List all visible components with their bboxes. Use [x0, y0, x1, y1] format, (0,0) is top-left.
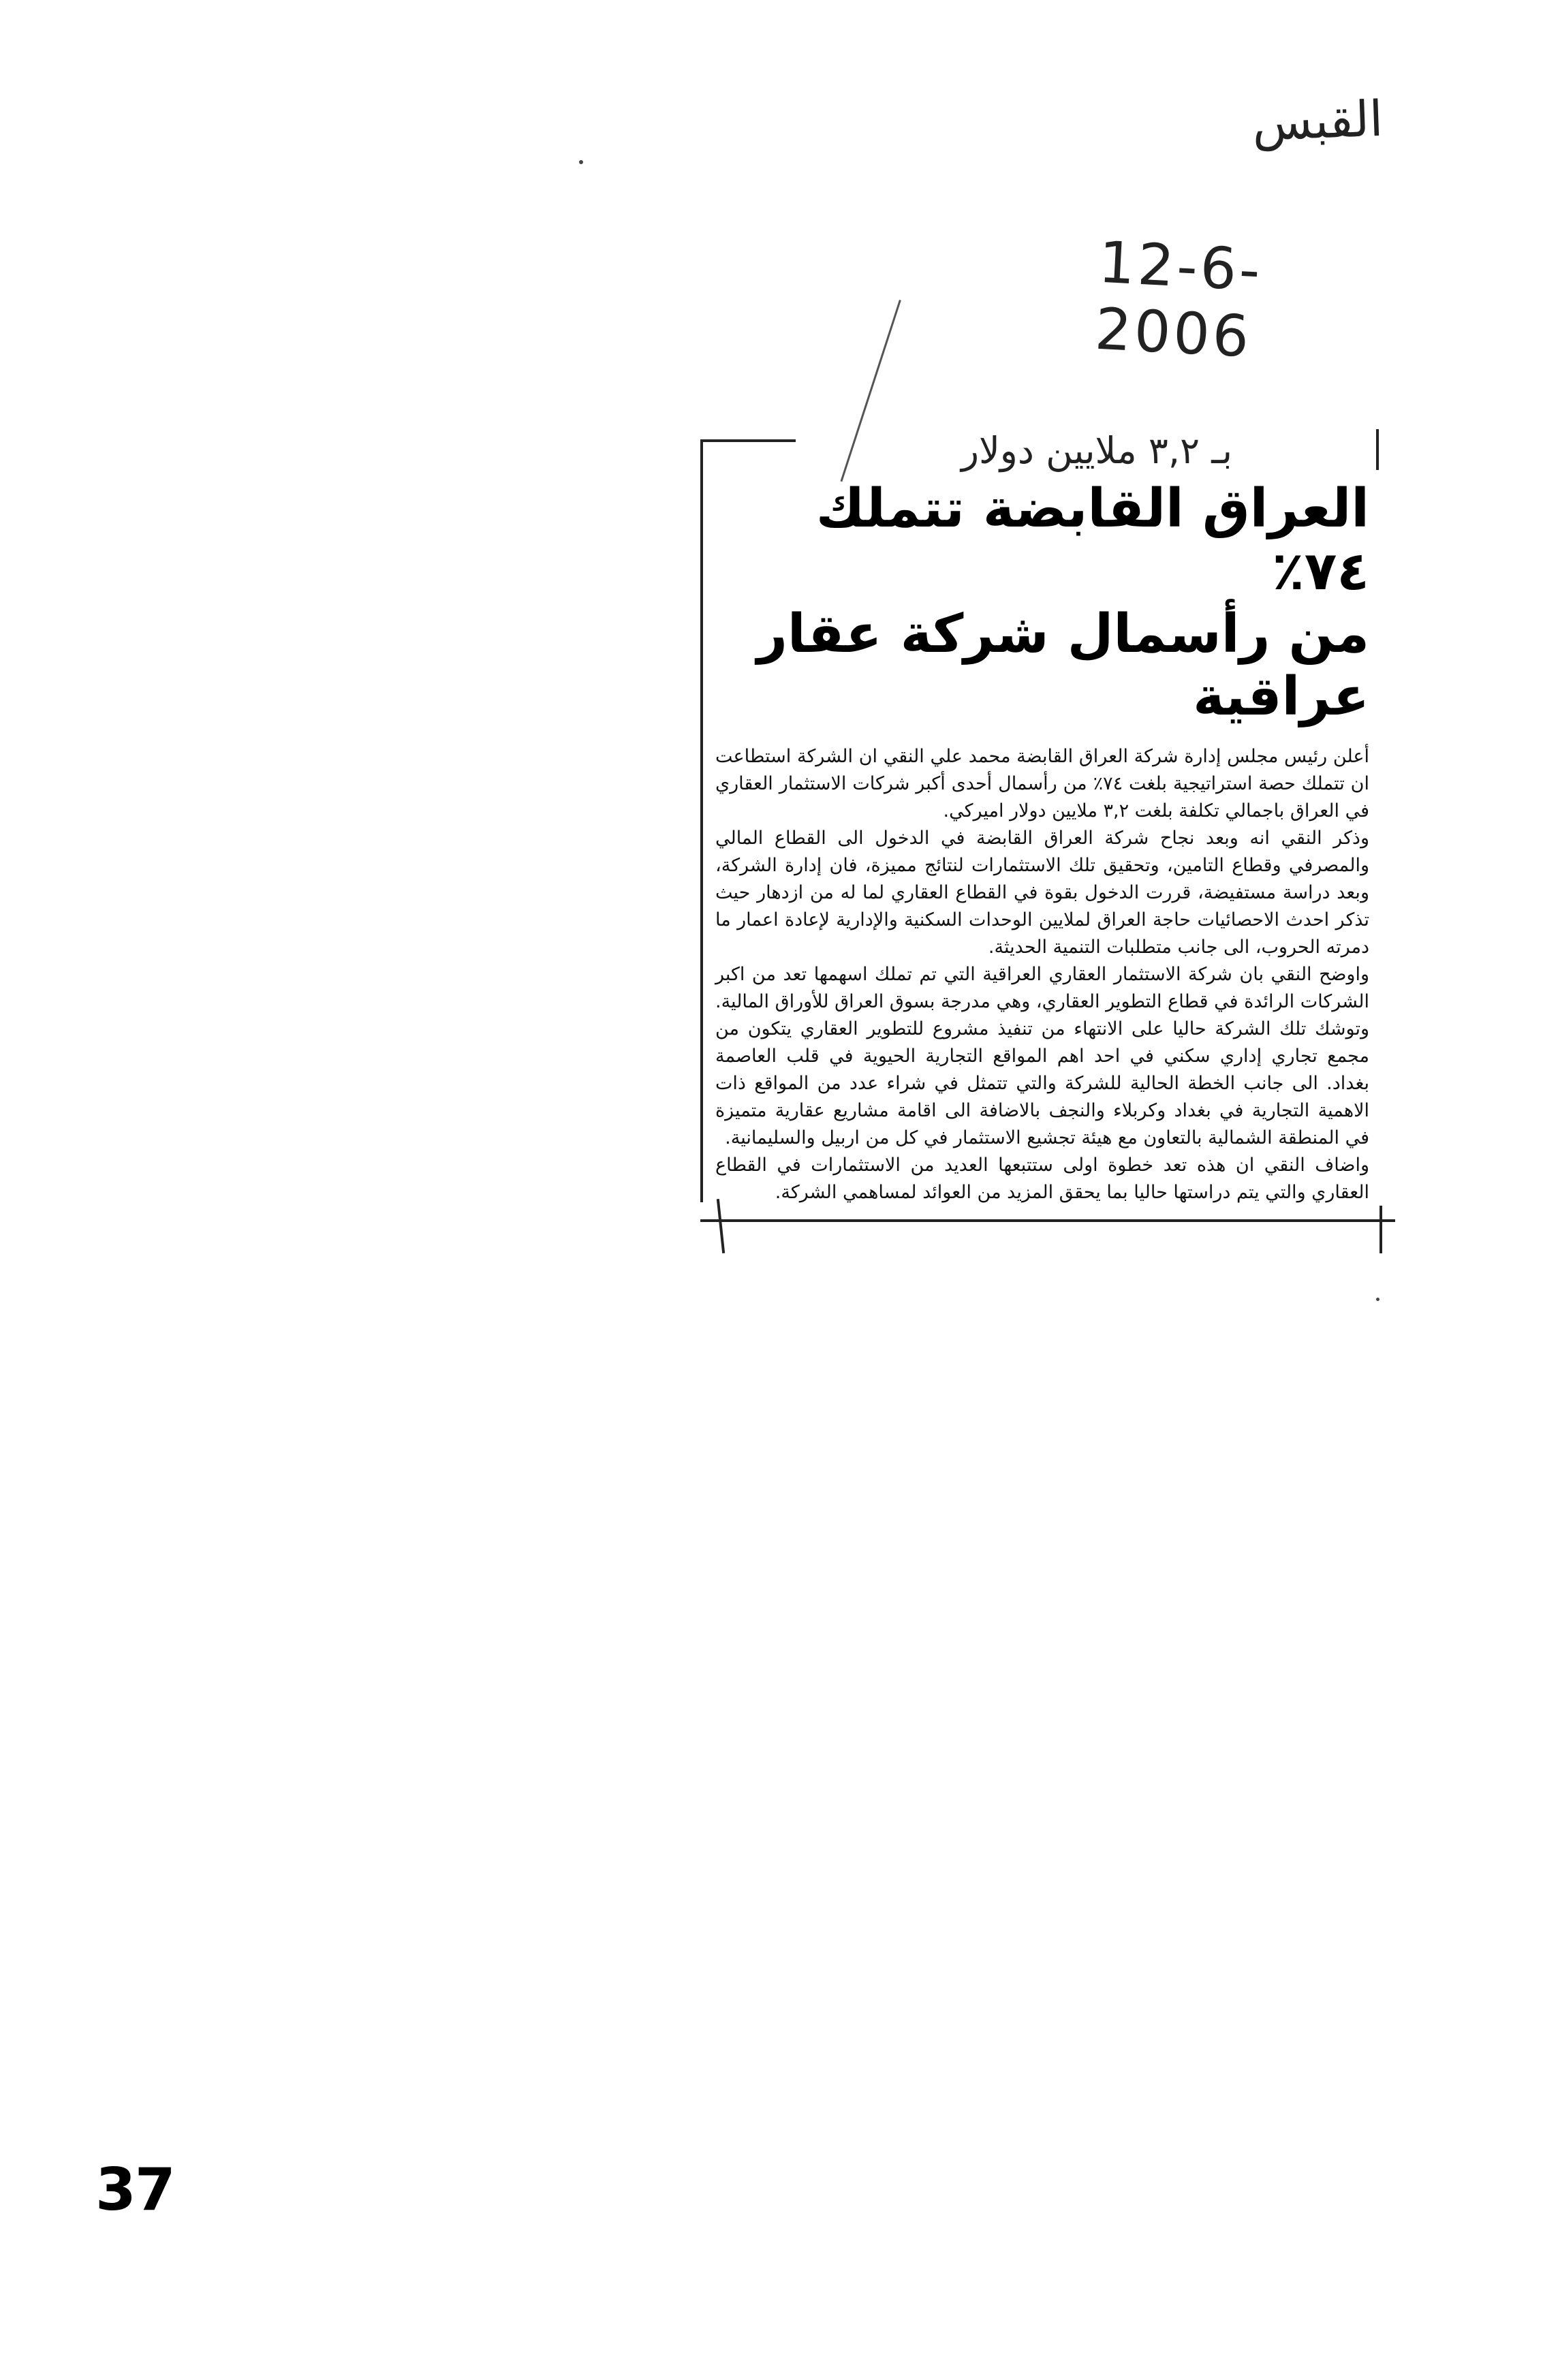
article-headline: [715, 477, 1369, 728]
headline-line-2: من رأسمال شركة عقار عراقية: [756, 604, 1369, 727]
newspaper-clipping: [695, 402, 1403, 1253]
clipping-mark-left-bottom: [717, 1199, 725, 1253]
article-paragraph: وذكر النقي انه وبعد نجاح شركة العراق القابضة في الدخول الى القطاع المالي والمصرفي وقطاع التامين، وتحقيق تلك الاستثمارات لنتائج مميزة، فان إدارة الشركة، وبعد دراسة مستفيضة، قررت الدخول بقوة في القطاع العقاري لما له من ازدهار حيث تذكر احدث الاحصائيات حاجة العراق لملايين الوحدات السكنية والإدارية لإعادة اعمار ما دمرته الحروب، الى جانب متطلبات التنمية الحديثة.: [715, 828, 1369, 958]
article-paragraph: واوضح النقي بان شركة الاستثمار العقاري العراقية التي تم تملك اسهمها تعد من اكبر الشركات الرائدة في قطاع التطوير العقاري، وهي مدرجة بسوق العراق للأوراق المالية. وتوشك تلك الشركة حاليا على الانتهاء من تنفيذ مشروع للتطوير العقاري يتكون من مجمع تجاري إداري سكني في احد اهم المواقع التجارية الحيوية في قلب العاصمة بغداد. الى جانب الخطة الحالية للشركة والتي تتمثل في شراء عدد من المواقع ذات الاهمية التجارية في بغداد وكربلاء والنجف بالاضافة الى اقامة مشاريع عقارية متميزة في المنطقة الشمالية بالتعاون مع هيئة تجشيع الاستثمار في كل من اربيل والسليمانية.: [715, 964, 1369, 1148]
scan-speck: [1376, 1298, 1380, 1301]
article-paragraph: أعلن رئيس مجلس إدارة شركة العراق القابضة محمد علي النقي ان الشركة استطاعت ان تتملك حصة استراتيجية بلغت ٧٤٪ من رأسمال أحدى أكبر شركات الاستثمار العقاري في العراق باجمالي تكلفة بلغت ٣,٢ ملايين دولار اميركي.: [715, 746, 1369, 821]
handwritten-date-note: 12-6-2006: [1093, 228, 1264, 371]
article-kicker: بـ ٣,٢ ملايين دولار: [961, 429, 1233, 472]
article-body: [715, 743, 1369, 1206]
article: [715, 429, 1369, 1206]
headline-line-1: العراق القابضة تتملك ٧٤٪: [815, 478, 1369, 602]
scan-speck: [579, 160, 583, 164]
clipping-mark-right-top: [1376, 429, 1379, 470]
clipping-mark-right-bottom: [1380, 1206, 1382, 1253]
page-number: 37: [95, 2156, 174, 2224]
handwritten-source-note: القبس: [1251, 89, 1384, 152]
article-paragraph: واضاف النقي ان هذه تعد خطوة اولى ستتبعها العديد من الاستثمارات في القطاع العقاري والتي يتم دراستها حاليا بما يحقق المزيد من العوائد لمساهمي الشركة.: [715, 1155, 1369, 1203]
clipping-border-left: [700, 439, 703, 1202]
clipping-border-bottom: [700, 1219, 1395, 1222]
